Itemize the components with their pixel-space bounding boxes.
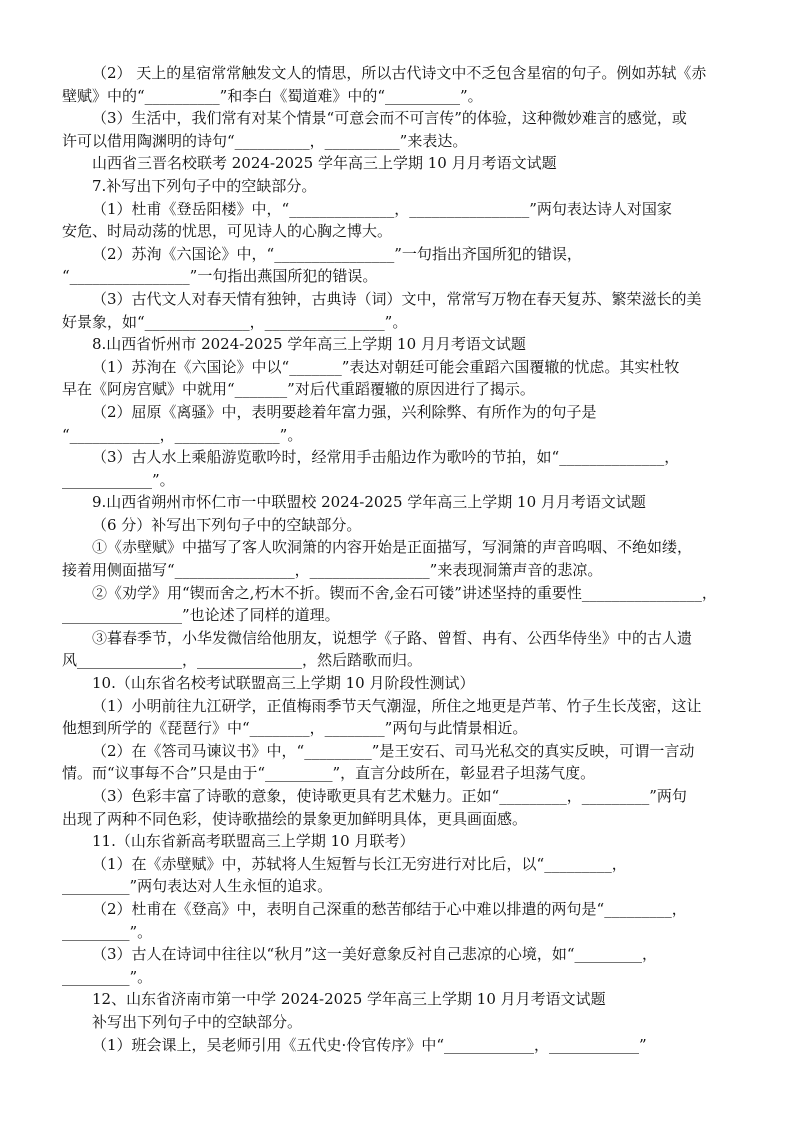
document-line: ②《劝学》用“锲而舍之,朽木不折。锲而不舍,金石可镂”讲述坚持的重要性________________， bbox=[92, 583, 717, 602]
document-line: 12、山东省济南市第一中学 2024-2025 学年高三上学期 10 月月考语文试题 bbox=[92, 990, 606, 1009]
document-line: ③暮春季节，小华发微信给他朋友，说想学《子路、曾皙、冉有、公西华侍坐》中的古人遗 bbox=[92, 628, 693, 647]
document-line: （3）色彩丰富了诗歌的意象，使诗歌更具有艺术魅力。正如“_________，_________”两句 bbox=[92, 787, 687, 805]
document-line: ________________”也论述了同样的道理。 bbox=[62, 606, 340, 625]
document-line: ①《赤壁赋》中描写了客人吹洞箫的内容开始是正面描写，写洞箫的声音呜咽、不绝如缕， bbox=[92, 538, 693, 557]
document-line: 风______________，______________，然后踏歌而归。 bbox=[62, 651, 423, 670]
document-line: 补写出下列句子中的空缺部分。 bbox=[92, 1012, 303, 1031]
document-line: （3）古代文人对春天情有独钟，古典诗（词）文中，常常写万物在春天复苏、繁荣滋长的美 bbox=[92, 289, 702, 308]
document-line: 接着用侧面描写“________________，________________”来表现洞箫声音的悲凉。 bbox=[62, 561, 603, 580]
document-line: 山西省三晋名校联考 2024-2025 学年高三上学期 10 月月考语文试题 bbox=[92, 154, 557, 173]
document-line: 安危、时局动荡的忧思，可见诗人的心胸之博大。 bbox=[62, 222, 393, 241]
document-line: 出现了两种不同色彩，使诗歌描绘的景象更加鲜明具体，更具画面感。 bbox=[62, 809, 528, 828]
document-line: （3）生活中，我们常有对某个情景“可意会而不可言传”的体验，这种微妙难言的感觉，或 bbox=[92, 109, 687, 128]
document-page bbox=[62, 62, 734, 1056]
document-line: 好景象，如“______________，________________”。 bbox=[62, 312, 408, 331]
document-line: 10.（山东省名校考试联盟高三上学期 10 月阶段性测试） bbox=[92, 674, 475, 693]
document-line: （1）小明前往九江研学，正值梅雨季节天气潮湿，所住之地更是芦苇、竹子生长茂密，这让 bbox=[92, 696, 702, 715]
document-line: 许可以借用陶渊明的诗句“__________，__________”来表达。 bbox=[62, 131, 468, 150]
document-line: 壁赋》中的“__________”和李白《蜀道难》中的“__________”。 bbox=[62, 86, 483, 105]
document-line: （3）古人水上乘船游览歌吟时，经常用手击船边作为歌吟的节拍，如“______________， bbox=[92, 448, 680, 467]
document-line: （2）屈原《离骚》中，表明要趁着年富力强，兴利除弊、有所作为的句子是 bbox=[92, 402, 597, 421]
document-line: （2）在《答司马谏议书》中，“_________”是王安石、司马光私交的真实反映，可谓一言动 bbox=[92, 741, 695, 760]
document-line: （3）古人在诗词中往往以“秋月”这一美好意象反衬自己悲凉的心境，如“_________， bbox=[92, 945, 658, 964]
document-line: 他想到所学的《琵琶行》中“________，________”两句与此情景相近。 bbox=[62, 719, 528, 738]
document-line: （1）在《赤壁赋》中，苏轼将人生短暂与长江无穷进行对比后，以“_________， bbox=[92, 854, 627, 873]
document-line: （1）班会课上，吴老师引用《五代史·伶官传序》中“____________，____________” bbox=[92, 1035, 647, 1054]
document-line: 8.山西省忻州市 2024-2025 学年高三上学期 10 月月考语文试题 bbox=[92, 335, 526, 354]
document-line: （2） 天上的星宿常常触发文人的情思，所以古代诗文中不乏包含星宿的句子。例如苏轼《赤 bbox=[92, 64, 707, 82]
document-line: （1）苏洵在《六国论》中以“_______”表达对朝廷可能会重蹈六国覆辙的忧虑。其实杜牧 bbox=[92, 357, 680, 376]
document-line: （2）苏洵《六国论》中，“________________”一句指出齐国所犯的错误， bbox=[92, 244, 582, 263]
document-line: 9.山西省朔州市怀仁市一中联盟校 2024-2025 学年高三上学期 10 月月考语文试题 bbox=[92, 493, 646, 512]
document-line: _________”两句表达对人生永恒的追求。 bbox=[62, 877, 333, 896]
document-line: （6 分）补写出下列句子中的空缺部分。 bbox=[92, 515, 362, 534]
document-line: 早在《阿房宫赋》中就用“_______”对后代重蹈覆辙的原因进行了揭示。 bbox=[62, 380, 535, 399]
document-line: 7.补写出下列句子中的空缺部分。 bbox=[92, 176, 317, 195]
document-line: （1）杜甫《登岳阳楼》中，“______________，________________”两句表达诗人对国家 bbox=[92, 199, 672, 218]
document-line: （2）杜甫在《登高》中，表明自己深重的愁苦郁结于心中难以排遣的两句是“_________， bbox=[92, 899, 687, 918]
document-line: “____________，______________”。 bbox=[62, 425, 303, 444]
document-line: _________”。 bbox=[62, 922, 153, 941]
document-line: 11.（山东省新高考联盟高三上学期 10 月联考） bbox=[92, 832, 415, 851]
document-line: ____________”。 bbox=[62, 470, 175, 489]
document-line: 情。而“议事每不合”只是由于“_________”，直言分歧所在，彰显君子坦荡气度。 bbox=[62, 764, 596, 783]
document-line: _________”。 bbox=[62, 967, 153, 986]
document-line: “________________”一句指出燕国所犯的错误。 bbox=[62, 267, 378, 286]
